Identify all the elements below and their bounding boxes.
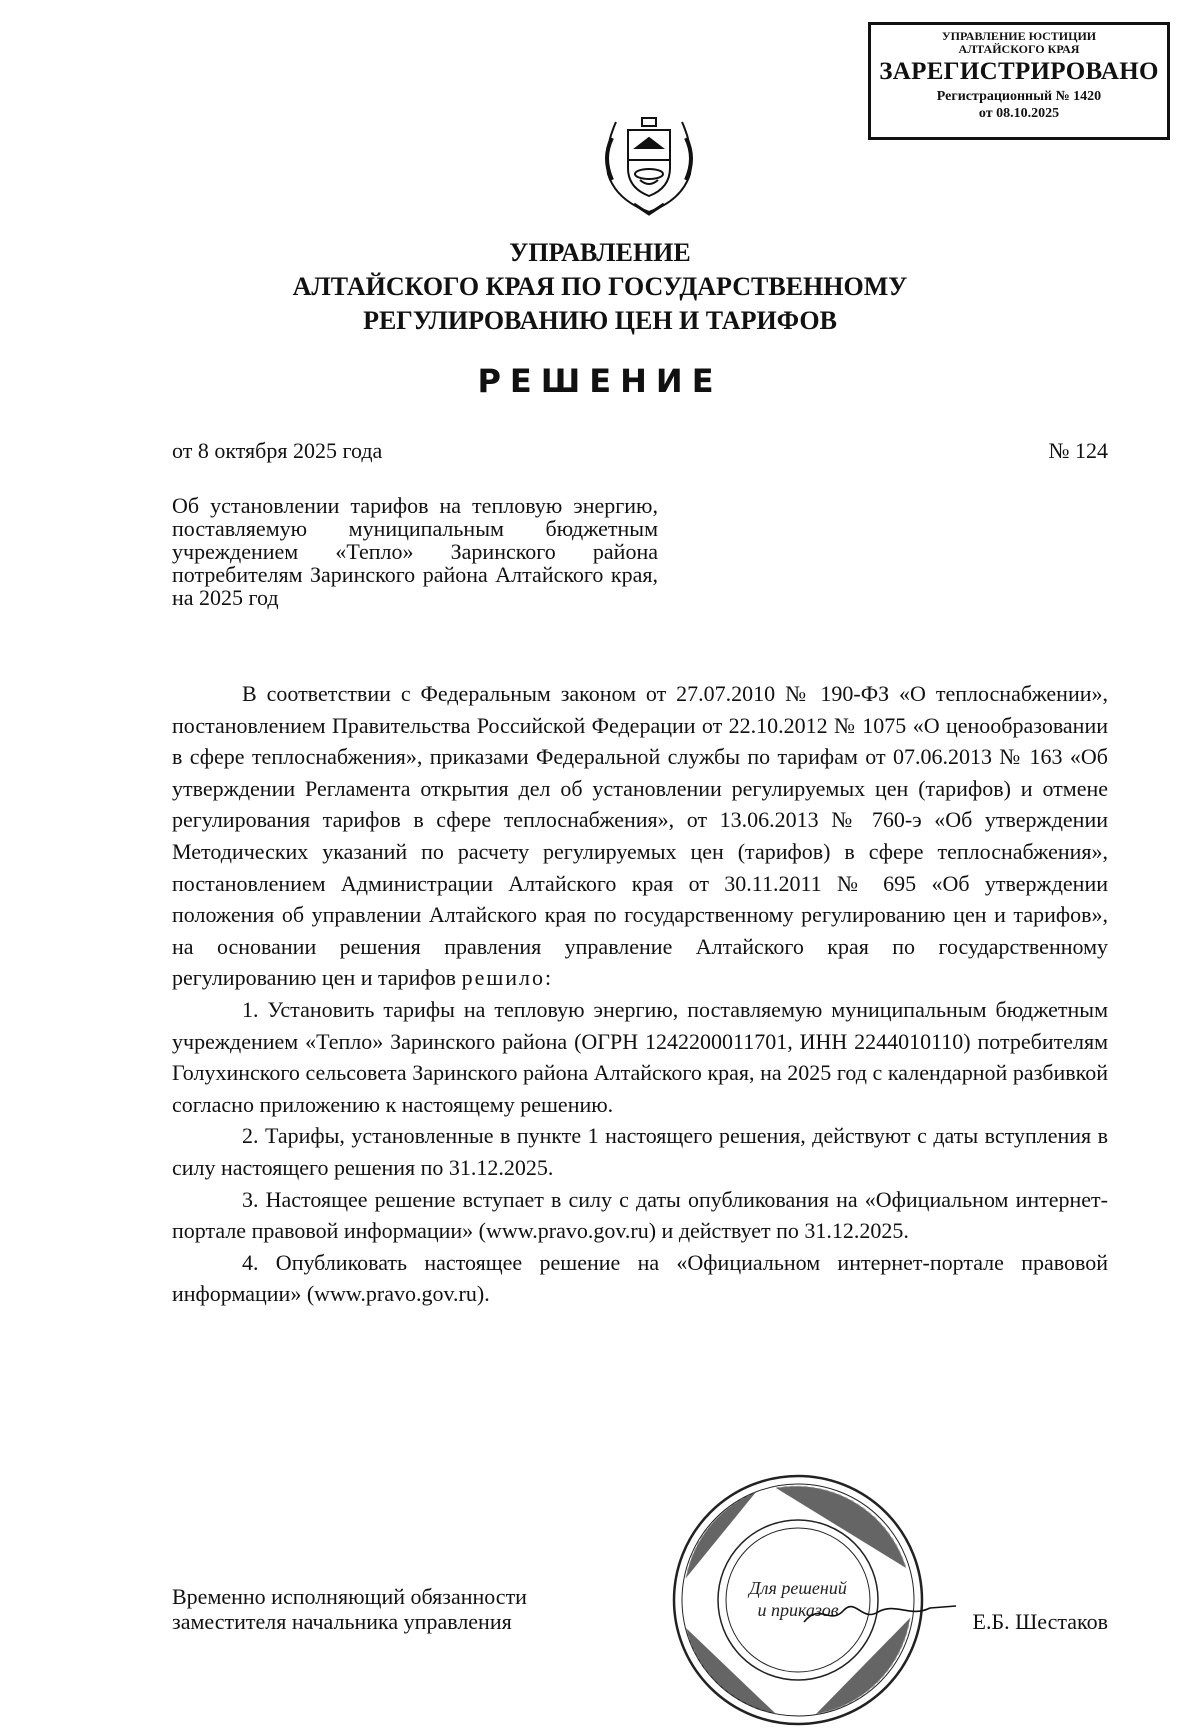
document-date: от 8 октября 2025 года	[172, 438, 383, 463]
item-2: 2. Тарифы, установленные в пункте 1 настоящего решения, действуют с даты вступления в силу настоящего решения по 31.12.2025.	[172, 1123, 1108, 1180]
seal-inner-line-1: Для решений	[749, 1578, 847, 1598]
signer-position	[172, 1584, 527, 1634]
document-subject: Об установлении тарифов на тепловую энергию, поставляемую муниципальным бюджетным учреждением «Тепло» Заринского района потребителям Заринского района Алтайского края, на 2025 год	[172, 493, 658, 610]
signer-position-line-2: заместителя начальника управления	[172, 1609, 512, 1634]
item-4: 4. Опубликовать настоящее решение на «Официальном интернет-портале правовой информации» (www.pravo.gov.ru).	[172, 1249, 1108, 1307]
preamble-paragraph	[172, 678, 1108, 994]
document-number: № 124	[1048, 438, 1108, 463]
item-1: 1. Установить тарифы на тепловую энергию, поставляемую муниципальным бюджетным учреждением «Тепло» Заринского района (ОГРН 1242200011701, ИНН 2244010110) потребителям Голухинского сельсовета Заринского района Алтайского края, на 2025 год с календарной разбивкой согласно приложению к настоящему решению.	[172, 996, 1108, 1117]
document-body	[172, 678, 1108, 1310]
signer-name: Е.Б. Шестаков	[972, 1609, 1108, 1634]
coat-of-arms-icon	[594, 108, 704, 220]
seal-inner-line-2: и приказов	[757, 1600, 839, 1620]
stamp-line-2: АЛТАЙСКОГО КРАЯ	[958, 42, 1080, 56]
org-line-3: РЕГУЛИРОВАНИЮ ЦЕН И ТАРИФОВ	[363, 306, 837, 335]
org-line-2: АЛТАЙСКОГО КРАЯ ПО ГОСУДАРСТВЕННОМУ	[292, 272, 908, 301]
stamp-status: ЗАРЕГИСТРИРОВАНО	[879, 58, 1159, 85]
issuing-authority	[200, 236, 1000, 338]
stamp-reg-date: от 08.10.2025	[978, 106, 1060, 121]
stamp-reg-number: Регистрационный № 1420	[936, 89, 1102, 104]
stamp-line-1: УПРАВЛЕНИЕ ЮСТИЦИИ	[941, 29, 1097, 43]
registration-stamp	[868, 22, 1170, 140]
item-3: 3. Настоящее решение вступает в силу с даты опубликования на «Официальном интернет-портале правовой информации» (www.pravo.gov.ru) и действует по 31.12.2025.	[172, 1186, 1108, 1244]
signer-position-line-1: Временно исполняющий обязанности	[172, 1584, 527, 1609]
decided-word: решило:	[461, 965, 554, 991]
handwritten-signature	[800, 1592, 960, 1632]
org-line-1: УПРАВЛЕНИЕ	[509, 238, 691, 267]
preamble-text: В соответствии с Федеральным законом от 27.07.2010 № 190-ФЗ «О теплоснабжении», постановлением Правительства Российской Федерации от 22.10.2012 № 1075 «О ценообразовании в сфере теплоснабжения», приказами Федеральной службы по тарифам от 07.06.2013 № 163 «Об утверждении Регламента открытия дел об установлении регулируемых цен (тарифов) и отмене регулирования тарифов в сфере теплоснабжения», от 13.06.2013 № 760-э «Об утверждении Методических указаний по расчету регулируемых цен (тарифов) в сфере теплоснабжения», постановлением Администрации Алтайского края от 30.11.2011 № 695 «Об утверждении положения об управлении Алтайского края по государственному регулированию цен и тарифов», на основании решения правления управление Алтайского края по государственному регулированию цен и тарифов	[172, 681, 1108, 991]
document-type: РЕШЕНИЕ	[477, 362, 723, 400]
